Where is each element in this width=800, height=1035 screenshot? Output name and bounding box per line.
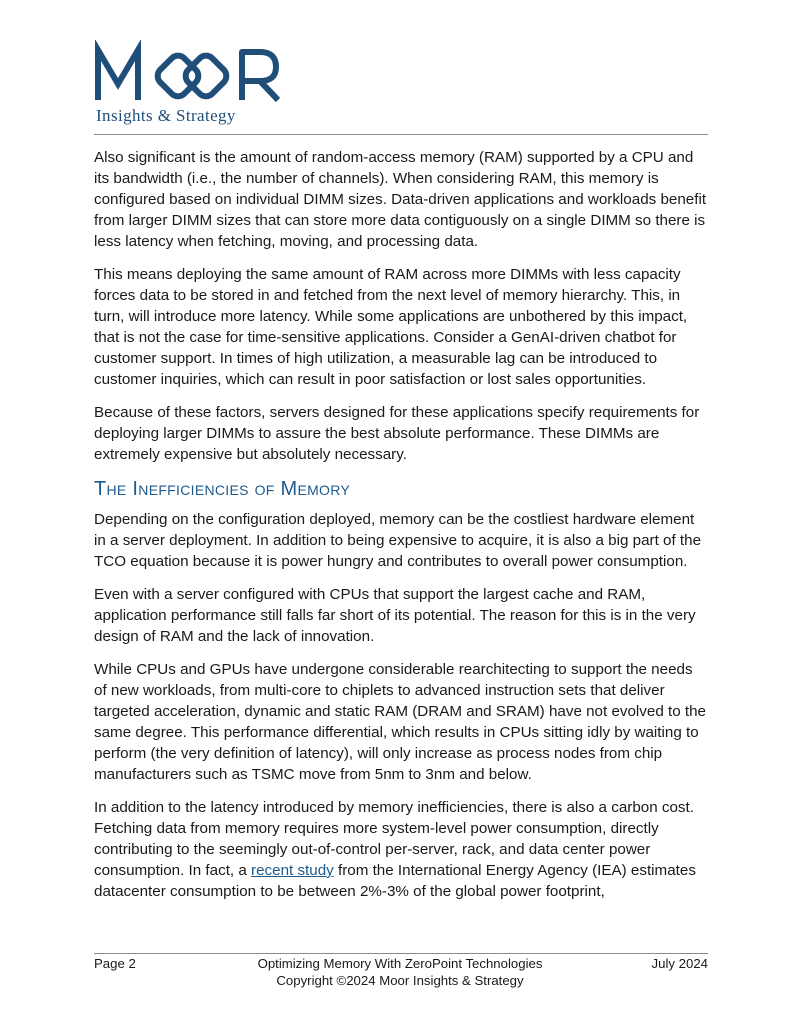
paragraph: Depending on the configuration deployed, memory can be the costliest hardware element in a server deployment. In addition to being expensive to acquire, it is also a big part of the TCO equation because it is power hungry and contributes to overall power consumption.	[94, 511, 702, 570]
section-heading: The Inefficiencies of Memory	[94, 478, 351, 500]
moor-logo	[94, 40, 284, 106]
recent-study-link[interactable]: recent study	[251, 862, 334, 879]
footer-date: July 2024	[651, 956, 708, 971]
footer-title: Optimizing Memory With ZeroPoint Technologies	[257, 956, 543, 971]
paragraph: Even with a server configured with CPUs that support the largest cache and RAM, application performance still falls far short of its potential. The reason for this is in the very design of RAM and the lack of innovation.	[94, 586, 696, 645]
footer-center	[94, 955, 706, 989]
header	[94, 40, 706, 135]
paragraph: While CPUs and GPUs have undergone considerable rearchitecting to support the needs of new workloads, from multi-core to chiplets to advanced instruction sets that deliver targeted acceleration, dynamic and static RAM (DRAM and SRAM) have not evolved to the same degree. This performance differential, which results in CPUs sitting idly by waiting to perform (the very definition of latency), will only increase as process nodes from chip manufacturers such as TSMC move from 5nm to 3nm and below.	[94, 661, 707, 783]
logo-subtitle: Insights & Strategy	[96, 106, 236, 125]
paragraph: Also significant is the amount of random-access memory (RAM) supported by a CPU and its bandwidth (i.e., the number of channels). When considering RAM, this memory is configured based on individual DIMM sizes. Data-driven applications and workloads benefit from larger DIMM sizes that can store more data contiguously on a single DIMM so there is less latency when fetching, moving, and processing data.	[94, 149, 707, 250]
page-number: Page 2	[94, 956, 136, 971]
paragraph: Because of these factors, servers designed for these applications specify requirements for deploying larger DIMMs to assure the best absolute performance. These DIMMs are extremely expensive but absolutely necessary.	[94, 404, 700, 463]
paragraph-text: from the International Energy Agency (IEA) estimates datacenter consumption to be between 2%-3% of the global power footprint,	[94, 862, 696, 900]
header-divider	[94, 134, 708, 135]
paragraph: This means deploying the same amount of RAM across more DIMMs with less capacity forces data to be stored in and fetched from the next level of memory hierarchy. This, in turn, will introduce more latency. While some applications are unbothered by this impact, that is not the case for time-sensitive applications. Consider a GenAI-driven chatbot for customer support. In times of high utilization, a measurable lag can be introduced to customer inquiries, which can result in poor satisfaction or lost sales opportunities.	[94, 266, 688, 388]
footer-copyright: Copyright ©2024 Moor Insights & Strategy	[276, 973, 524, 988]
paragraph	[94, 797, 708, 902]
document-body	[94, 147, 708, 914]
footer-divider	[94, 953, 708, 954]
paragraph-text: In addition to the latency introduced by memory inefficiencies, there is also a carbon cost. Fetching data from memory requires more system-level power consumption, directly contributing to the seemingly out-of-control per-server, rack, and data center power consumption. In fact, a	[94, 799, 694, 879]
